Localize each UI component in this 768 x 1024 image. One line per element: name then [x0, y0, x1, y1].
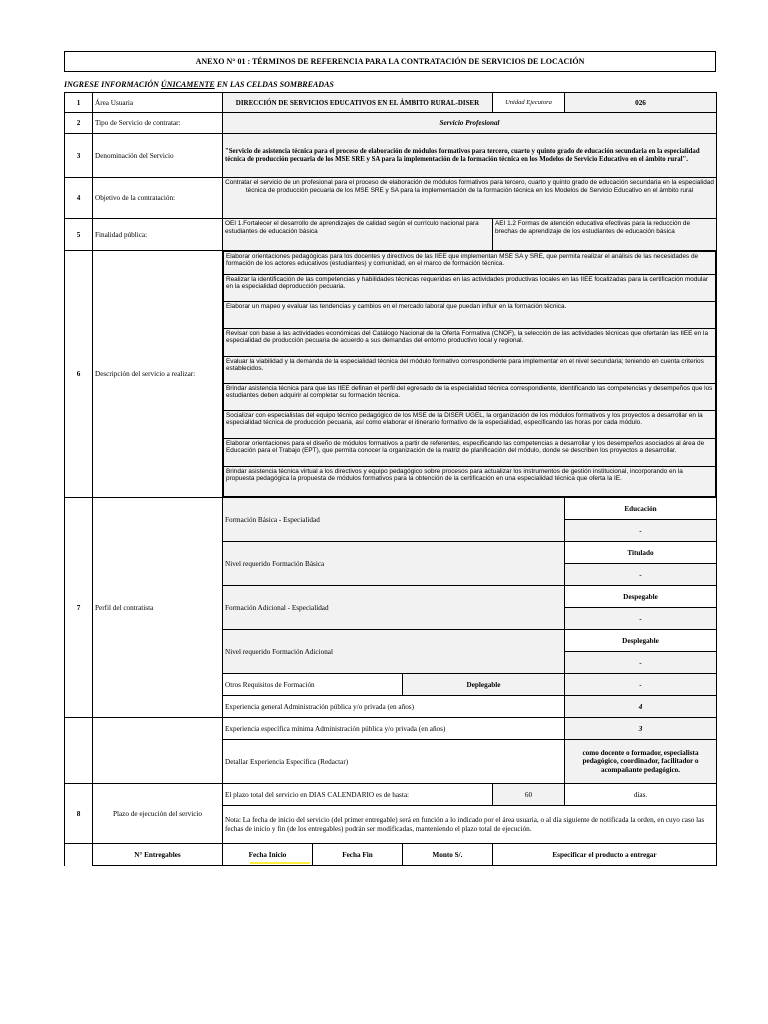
- nivel-formacion-adicional-label: Nivel requerido Formación Adicional: [223, 630, 565, 674]
- row-label: Tipo de Servicio de contratar:: [93, 113, 223, 134]
- row-entregables-header: [65, 844, 717, 866]
- list-item[interactable]: Evaluar la viabilidad y la demanda de la especialidad técnica del módulo formativo correspondiente para implementar en el nivel secundaria; teniendo en cuenta criterios establecidos.: [224, 357, 716, 384]
- unidad-ejecutora-value[interactable]: 026: [565, 93, 717, 113]
- row-label: Objetivo de la contratación:: [93, 178, 223, 219]
- row-label: Plazo de ejecución del servicio: [93, 784, 223, 844]
- row-label: Área Usuaria: [93, 93, 223, 113]
- descripcion-list: [223, 251, 717, 498]
- row-plazo: [65, 784, 717, 806]
- row-label: Perfil del contratista: [93, 498, 223, 718]
- row-denominacion: [65, 134, 717, 178]
- formacion-adicional-head: Despegable: [565, 586, 717, 608]
- experiencia-general-label: Experiencia general Administración pública y/o privada (en años): [223, 696, 565, 718]
- list-item[interactable]: Brindar asistencia técnica para que las IIEE definan el perfil del egresado de la especialidad técnica correspondiente, identificando las competencias y desempeños que los estudiantes deben adquirir al completar su formación técnica.: [224, 384, 716, 411]
- document-title: ANEXO N° 01 : TÉRMINOS DE REFERENCIA PARA LA CONTRATACIÓN DE SERVICIOS DE LOCACIÓN: [64, 51, 716, 72]
- formacion-basica-value[interactable]: -: [565, 520, 717, 542]
- plazo-unit: días.: [565, 784, 717, 806]
- row-label: Denominación del Servicio: [93, 134, 223, 178]
- nivel-formacion-basica-label: Nivel requerido Formación Básica: [223, 542, 565, 586]
- list-item[interactable]: Elaborar un mapeo y evaluar las tendencias y cambios en el mercado laboral que puedan influir en la formación técnica.: [224, 302, 716, 329]
- instructions: INGRESE INFORMACIÓN ÚNICAMENTE EN LAS CELDAS SOMBREADAS: [64, 80, 334, 89]
- col-fecha-fin: Fecha Fin: [313, 844, 403, 866]
- col-fecha-inicio: Fecha Inicio: [223, 844, 313, 866]
- nivel-formacion-basica-head: Titulado: [565, 542, 717, 564]
- list-item[interactable]: Realizar la identificación de las competencias y habilidades técnicas requeridas en las actividades productivas locales en las IIEE focalizadas para la certificación modular en la especialidad deproducción pecuaria.: [224, 275, 716, 302]
- row-finalidad: [65, 219, 717, 251]
- unidad-ejecutora-label: Unidad Ejecutora: [493, 93, 565, 113]
- row-tipo-servicio: [65, 113, 717, 134]
- formacion-adicional-value[interactable]: -: [565, 608, 717, 630]
- row-descripcion: [65, 251, 717, 498]
- row-number: 2: [65, 113, 93, 134]
- experiencia-especifica-label: Experiencia específica mínima Administración pública y/o privada (en años): [223, 718, 565, 740]
- plazo-nota: Nota: La fecha de inicio del servicio (del primer entregable) será en función a lo indicado por el área usuaria, o al día siguiente de notificada la orden, en cuyo caso las fechas de inicio y fin (de los entregables) podrán ser modificadas, manteniendo el plazo total de ejecución.: [223, 806, 717, 844]
- row-number: 1: [65, 93, 93, 113]
- plazo-value[interactable]: 60: [493, 784, 565, 806]
- formacion-adicional-label: Formación Adicional - Especialidad: [223, 586, 565, 630]
- nivel-formacion-adicional-head: Desplegable: [565, 630, 717, 652]
- tipo-servicio-value[interactable]: Servicio Profesional: [223, 113, 717, 134]
- tdr-table: [64, 92, 717, 866]
- list-item[interactable]: Revisar con base a las actividades económicas del Catálogo Nacional de la Oferta Formativa (CNOF), la selección de las actividades técnicas que ofertarán las IIEE en la especialidad de producción pecuaria de acuerdo a sus demandas del entorno productivo local y regional.: [224, 329, 716, 357]
- col-producto: Especificar el producto a entregar: [493, 844, 717, 866]
- row-number: 4: [65, 178, 93, 219]
- list-item[interactable]: Brindar asistencia técnica virtual a los directivos y equipo pedagógico sobre procesos para actualizar los instrumentos de gestión institucional, incorporando en la propuesta pedagógica la propuesta de módulos formativos para la obtención de la certificación en una especialidad técnica que oferta la IE.: [224, 467, 716, 497]
- denominacion-value[interactable]: "Servicio de asistencia técnica para el proceso de elaboración de módulos formativos para tercero, cuarto y quinto grado de educación secundaria en la especialidad técnica de producción pecuaria de los MSE SRE y SA para la implementación de la formación técnica en los Modelos de Servicio Educativo en el ámbito rural".: [223, 134, 717, 178]
- row-number: 6: [65, 251, 93, 498]
- row-number: 8: [65, 784, 93, 844]
- row-area-usuaria: [65, 93, 717, 113]
- detalle-experiencia-value[interactable]: como docente o formador, especialista pedagógico, coordinador, facilitador o acompañante pedagógico.: [565, 740, 717, 784]
- row-number: 3: [65, 134, 93, 178]
- detalle-experiencia-label: Detallar Experiencia Específica (Redactar): [223, 740, 565, 784]
- plazo-label: El plazo total del servicio en DIAS CALENDARIO es de hasta:: [223, 784, 493, 806]
- col-entregables: N° Entregables: [93, 844, 223, 866]
- row-perfil: [65, 498, 717, 520]
- row-label: Finalidad pública:: [93, 219, 223, 251]
- list-item[interactable]: Elaborar orientaciones para el diseño de módulos formativos a partir de referentes, especificando las competencias a desarrollar y los desempeños asociados al área de Educación para el Trabajo (EPT), que permita conocer la organización de la matriz de planificación del módulo, donde se describen los proyectos a desarrollar.: [224, 439, 716, 467]
- otros-requisitos-value[interactable]: -: [565, 674, 717, 696]
- otros-requisitos-dropdown[interactable]: Deplegable: [403, 674, 565, 696]
- col-monto: Monto S/.: [403, 844, 493, 866]
- row-label: Descripción del servicio a realizar:: [93, 251, 223, 498]
- experiencia-especifica-value[interactable]: 3: [565, 718, 717, 740]
- objetivo-value[interactable]: Contratar el servicio de un profesional para el proceso de elaboración de módulos formativos para tercero, cuarto y quinto grado de educación secundaria en la especialidad técnica de producción pecuaria de los MSE SRE y SA para la implementación de la formación técnica en los Modelos de Servicio Educativo en el ámbito rural: [223, 178, 717, 219]
- list-item[interactable]: Socializar con especialistas del equipo técnico pedagógico de los MSE de la DISER UGEL, la organización de los módulos formativos y los proyectos a desarrollar en la especialidad técnica de producción pecuaria, así como elaborar el itinerario formativo de la especialidad, especificando las horas por cada módulo.: [224, 411, 716, 439]
- formacion-basica-head: Educación: [565, 498, 717, 520]
- otros-requisitos-label: Otros Requisitos de Formación: [223, 674, 403, 696]
- area-usuaria-value[interactable]: DIRECCIÓN DE SERVICIOS EDUCATIVOS EN EL ÁMBITO RURAL-DISER: [223, 93, 493, 113]
- formacion-basica-label: Formación Básica - Especialidad: [223, 498, 565, 542]
- descripcion-items: [223, 251, 716, 497]
- list-item[interactable]: Elaborar orientaciones pedagógicas para los docentes y directivos de las IIEE que implementan MSE SA y SRE, que permita realizar el análisis de las necesidades de formación de los actores educativos (estudiantes) y comunidad, en el marco de formación técnica.: [224, 252, 716, 275]
- nivel-formacion-adicional-value[interactable]: -: [565, 652, 717, 674]
- row-number: 7: [65, 498, 93, 718]
- oei-value[interactable]: OEI 1.Fortalecer el desarrollo de aprendizajes de calidad según el currículo nacional para estudiantes de educación básica: [223, 219, 493, 251]
- experiencia-general-value[interactable]: 4: [565, 696, 717, 718]
- highlight-mark: [250, 862, 310, 864]
- nivel-formacion-basica-value[interactable]: -: [565, 564, 717, 586]
- row-objetivo: [65, 178, 717, 219]
- row-number: 5: [65, 219, 93, 251]
- aei-value[interactable]: AEI 1.2 Formas de atención educativa efectivas para la reducción de brechas de aprendizaje de los estudiantes de educación básica: [493, 219, 717, 251]
